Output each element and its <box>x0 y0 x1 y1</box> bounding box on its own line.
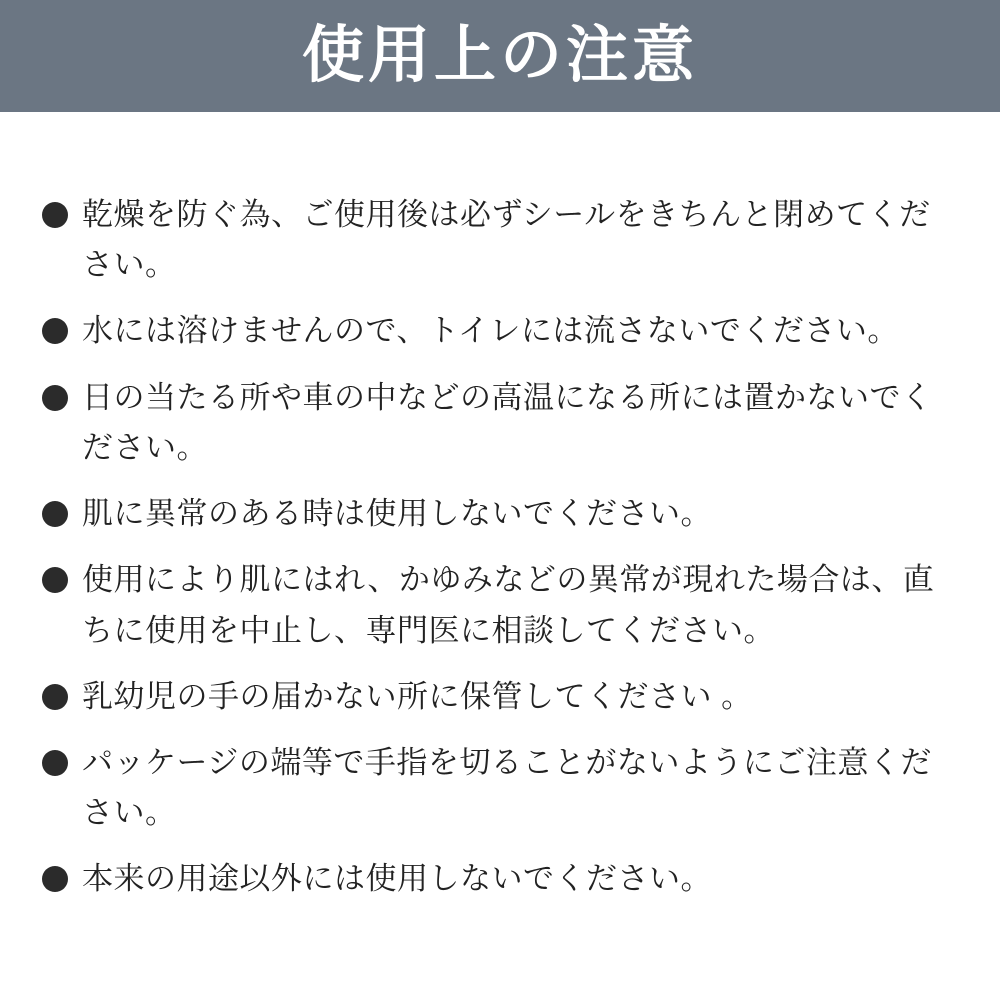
bullet-icon <box>42 750 68 776</box>
list-item-text: 使用により肌にはれ、かゆみなどの異常が現れた場合は、直ちに使用を中止し、専門医に相談してください。 <box>82 562 935 648</box>
list-item-text: 日の当たる所や車の中などの高温になる所には置かないでください。 <box>82 379 933 465</box>
header-band <box>0 0 1000 112</box>
bullet-icon <box>42 501 68 527</box>
list-item <box>42 672 960 722</box>
list-item <box>42 306 960 356</box>
list-item-text: 乾燥を防ぐ為、ご使用後は必ずシールをきちんと閉めてください。 <box>82 197 931 283</box>
list-item <box>42 190 960 290</box>
notice-content <box>0 112 1000 905</box>
list-item-text: 水には溶けませんので、トイレには流さないでください。 <box>82 313 899 349</box>
list-item <box>42 373 960 473</box>
list-item-text: 本来の用途以外には使用しないでください。 <box>82 861 712 897</box>
bullet-icon <box>42 866 68 892</box>
bullet-icon <box>42 567 68 593</box>
list-item <box>42 854 960 904</box>
bullet-icon <box>42 684 68 710</box>
list-item <box>42 555 960 655</box>
list-item-text: パッケージの端等で手指を切ることがないようにご注意ください。 <box>82 744 932 831</box>
notice-list <box>42 190 960 905</box>
bullet-icon <box>42 385 68 411</box>
list-item-text: 乳幼児の手の届かない所に保管してください 。 <box>82 678 753 714</box>
page-title: 使用上の注意 <box>301 21 698 90</box>
bullet-icon <box>42 318 68 344</box>
list-item-text: 肌に異常のある時は使用しないでください。 <box>82 496 712 532</box>
bullet-icon <box>42 202 68 228</box>
list-item <box>42 489 960 539</box>
list-item <box>42 738 960 838</box>
